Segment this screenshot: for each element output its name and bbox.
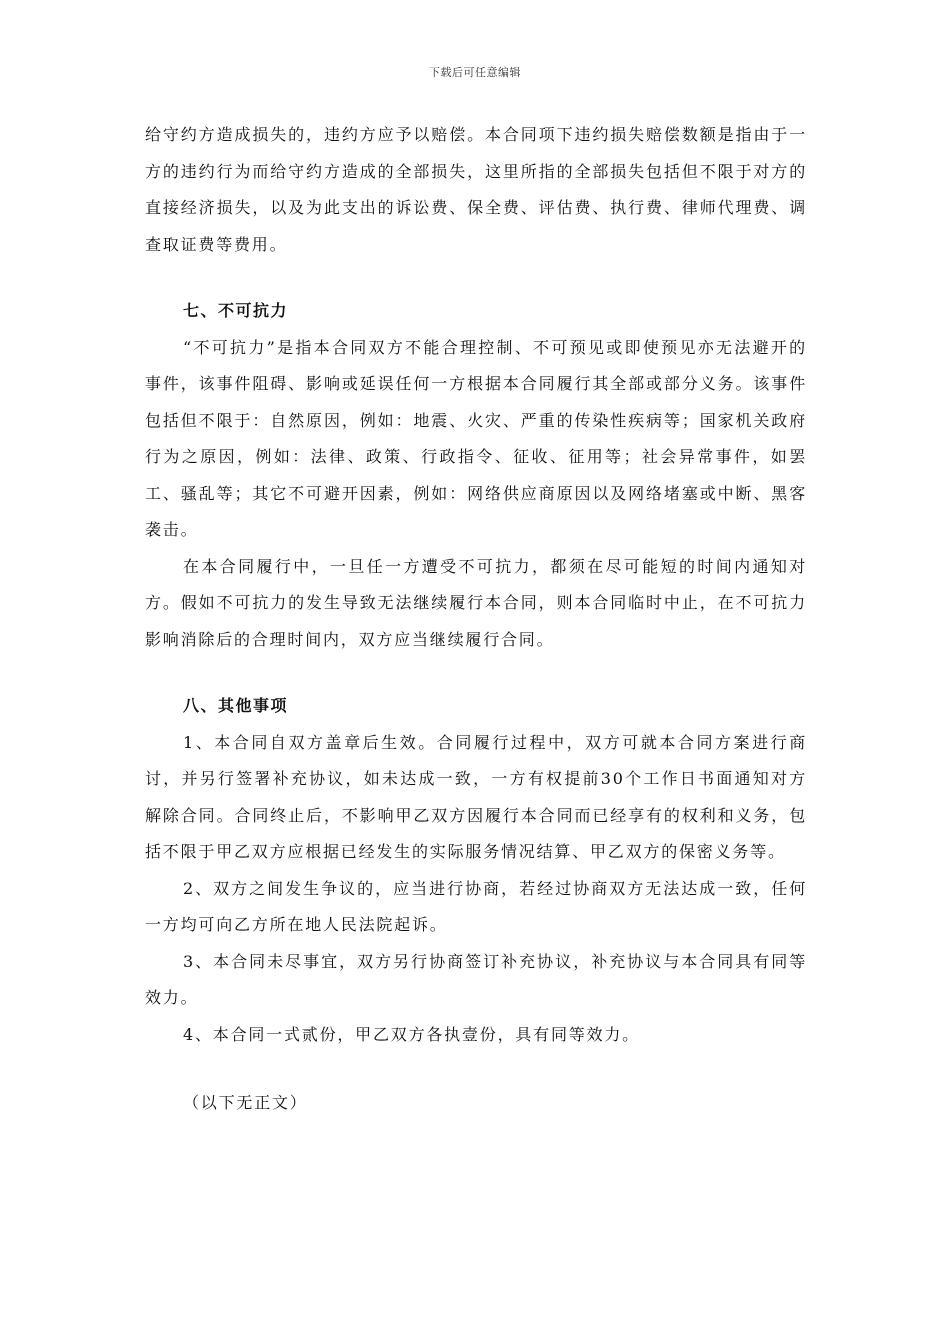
- document-body: [145, 117, 807, 1122]
- section-8-item-1: 1、本合同自双方盖章后生效。合同履行过程中，双方可就本合同方案进行商讨，并另行签署补充协议，如未达成一致，一方有权提前30个工作日书面通知对方解除合同。合同终止后，不影响甲乙双方因履行本合同而已经享有的权利和义务，包括不限于甲乙双方应根据已经发生的实际服务情况结算、甲乙双方的保密义务等。: [145, 732, 807, 861]
- section-7-paragraph-2: 在本合同履行中，一旦任一方遭受不可抗力，都须在尽可能短的时间内通知对方。假如不可抗力的发生导致无法继续履行本合同，则本合同临时中止，在不可抗力影响消除后的合理时间内，双方应当继续履行合同。: [145, 556, 807, 649]
- section-spacer: [145, 1053, 807, 1085]
- section-8-item-2: 2、双方之间发生争议的，应当进行协商，若经过协商双方无法达成一致，任何一方均可向乙方所在地人民法院起诉。: [145, 878, 807, 934]
- section-spacer: [145, 658, 807, 688]
- section-8-item-3: 3、本合同未尽事宜，双方另行协商签订补充协议，补充协议与本合同具有同等效力。: [145, 951, 807, 1007]
- page-header-note: 下载后可任意编辑: [429, 66, 521, 79]
- section-7-title: 七、不可抗力: [183, 301, 289, 320]
- section-7-paragraph-1: “不可抗力”是指本合同双方不能合理控制、不可预见或即使预见亦无法避开的事件，该事件阻碍、影响或延误任何一方根据本合同履行其全部或部分义务。该事件包括但不限于：自然原因，例如：地震、火灾、严重的传染性疾病等；国家机关政府行为之原因，例如：法律、政策、行政指令、征收、征用等；社会异常事件，如罢工、骚乱等；其它不可避开因素，例如：网络供应商原因以及网络堵塞或中断、黑客袭击。: [145, 337, 807, 539]
- section-8-title: 八、其他事项: [183, 696, 289, 715]
- end-of-text-note: （以下无正文）: [183, 1093, 308, 1112]
- section-spacer: [145, 263, 807, 293]
- intro-paragraph: 给守约方造成损失的，违约方应予以赔偿。本合同项下违约损失赔偿数额是指由于一方的违约行为而给守约方造成的全部损失，这里所指的全部损失包括但不限于对方的直接经济损失，以及为此支出的诉讼费、保全费、评估费、执行费、律师代理费、调查取证费等费用。: [145, 125, 807, 254]
- section-8-item-4: 4、本合同一式贰份，甲乙双方各执壹份，具有同等效力。: [183, 1024, 640, 1044]
